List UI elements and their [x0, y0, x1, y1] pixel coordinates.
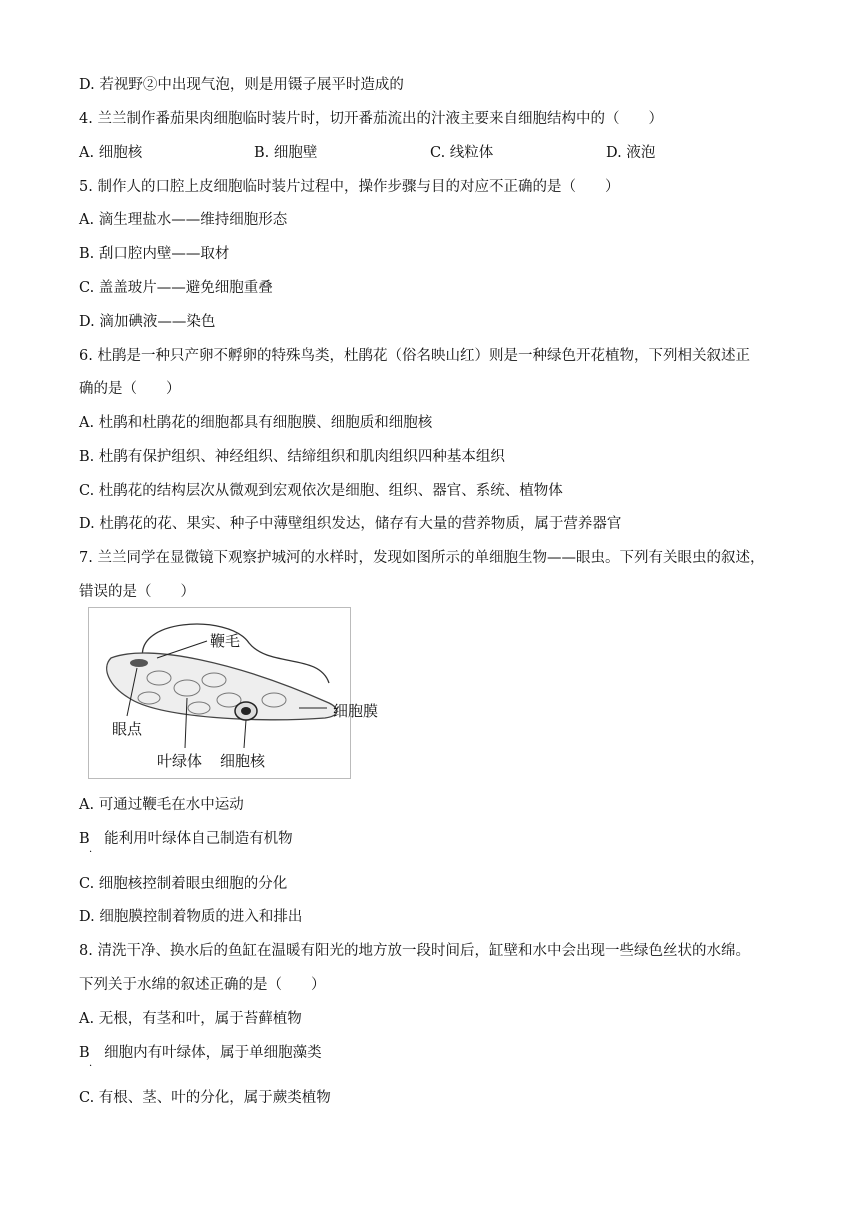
- q6-option-b: B. 杜鹃有保护组织、神经组织、结缔组织和肌肉组织四种基本组织: [79, 449, 505, 465]
- label-nucleus: 细胞核: [220, 752, 266, 770]
- euglena-figure: [88, 607, 379, 779]
- q5-stem: 5. 制作人的口腔上皮细胞临时装片过程中，操作步骤与目的对应不正确的是（ ）: [79, 179, 620, 195]
- q6-stem-line1: 6. 杜鹃是一种只产卵不孵卵的特殊鸟类，杜鹃花（俗名映山红）则是一种绿色开花植物，下列相关叙述正: [79, 348, 750, 364]
- q4-option-b: B. 细胞壁: [254, 145, 318, 161]
- q7-option-d: D. 细胞膜控制着物质的进入和排出: [79, 909, 303, 925]
- q8-stem-line2: 下列关于水绵的叙述正确的是（ ）: [79, 977, 326, 993]
- q8-option-c: C. 有根、茎、叶的分化，属于蕨类植物: [79, 1090, 331, 1106]
- q6-option-d: D. 杜鹃花的花、果实、种子中薄壁组织发达，储存有大量的营养物质，属于营养器官: [79, 516, 622, 532]
- q4-option-d: D. 液泡: [606, 145, 656, 161]
- q5-option-d: D. 滴加碘液——染色: [79, 314, 216, 330]
- q7-option-b: B 能利用叶绿体自己制造有机物: [79, 831, 293, 847]
- option-dot-mark: ·: [89, 847, 93, 858]
- q7-stem-line2: 错误的是（ ）: [79, 584, 195, 600]
- q6-option-a: A. 杜鹃和杜鹃花的细胞都具有细胞膜、细胞质和细胞核: [79, 415, 433, 431]
- q8-stem-line1: 8. 清洗干净、换水后的鱼缸在温暖有阳光的地方放一段时间后，缸壁和水中会出现一些绿色丝状的水绵。: [79, 943, 750, 959]
- q6-stem-line2: 确的是（ ）: [79, 381, 181, 397]
- q7-option-c: C. 细胞核控制着眼虫细胞的分化: [79, 876, 288, 892]
- label-flagellum: 鞭毛: [210, 632, 241, 650]
- euglena-diagram: [89, 608, 379, 778]
- q5-option-c: C. 盖盖玻片——避免细胞重叠: [79, 280, 273, 296]
- q6-option-c: C. 杜鹃花的结构层次从微观到宏观依次是细胞、组织、器官、系统、植物体: [79, 483, 563, 499]
- q7-stem-line1: 7. 兰兰同学在显微镜下观察护城河的水样时，发现如图所示的单细胞生物——眼虫。下列有关眼虫的叙述，: [79, 550, 765, 566]
- label-eyespot: 眼点: [112, 720, 143, 738]
- option-dot-mark: ·: [89, 1061, 93, 1072]
- q7-option-a: A. 可通过鞭毛在水中运动: [79, 797, 244, 813]
- q8-option-b: B 细胞内有叶绿体，属于单细胞藻类: [79, 1045, 322, 1061]
- nucleolus-shape: [241, 707, 251, 715]
- q5-option-a: A. 滴生理盐水——维持细胞形态: [79, 212, 288, 228]
- q4-stem: 4. 兰兰制作番茄果肉细胞临时装片时，切开番茄流出的汁液主要来自细胞结构中的（ ）: [79, 111, 663, 127]
- q3-option-d: D. 若视野②中出现气泡，则是用镊子展平时造成的: [79, 77, 404, 93]
- q4-option-c: C. 线粒体: [430, 145, 494, 161]
- q4-option-a: A. 细胞核: [79, 145, 143, 161]
- eyespot-shape: [130, 659, 148, 667]
- label-chloroplast: 叶绿体: [157, 752, 203, 770]
- q5-option-b: B. 刮口腔内壁——取材: [79, 246, 230, 262]
- q8-option-a: A. 无根，有茎和叶，属于苔藓植物: [79, 1011, 302, 1027]
- label-membrane: 细胞膜: [333, 702, 379, 720]
